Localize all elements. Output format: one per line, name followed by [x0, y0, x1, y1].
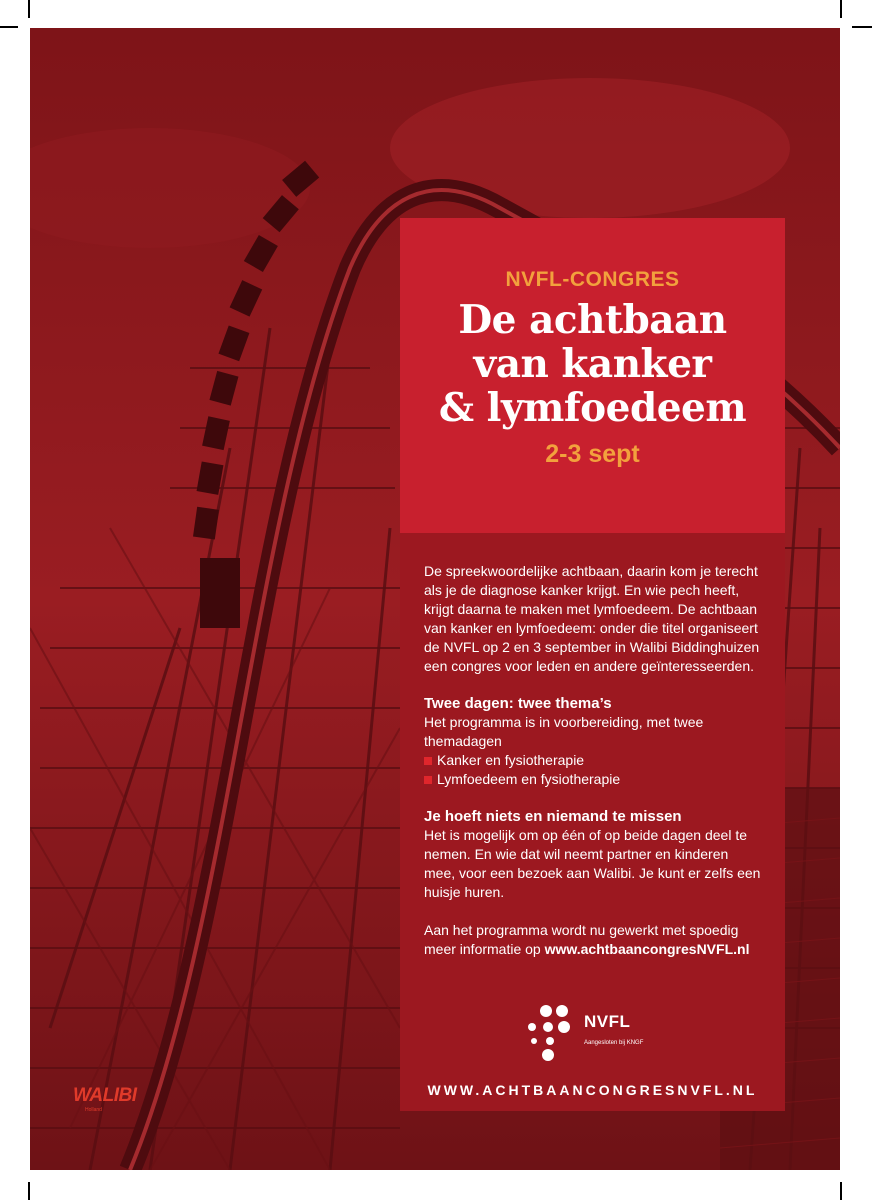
nvfl-logo — [526, 1003, 676, 1063]
body-box — [400, 533, 785, 1111]
section-text: Het is mogelijk om op één of op beide dagen deel te nemen. En wie dat wil neemt partner en kinderen mee, voor een bezoek aan Walibi. Je kunt er zelfs een huisje huren. — [424, 827, 761, 900]
square-bullet-icon — [424, 776, 432, 784]
footer-url[interactable]: WWW.ACHTBAANCONGRESNVFL.NL — [427, 1082, 758, 1098]
nvfl-dots-logo-icon — [526, 1003, 578, 1063]
list-item-label: Kanker en fysiotherapie — [437, 752, 585, 768]
header-box — [400, 218, 785, 533]
crop-mark — [28, 1182, 30, 1200]
event-title — [400, 298, 785, 430]
event-date: 2-3 sept — [545, 440, 640, 468]
list-item-label: Lymfoedeem en fysiotherapie — [437, 771, 621, 787]
crop-mark — [28, 0, 30, 18]
list-item — [424, 770, 761, 789]
crop-mark — [0, 26, 18, 28]
logo-name: NVFL — [584, 1012, 631, 1031]
section-heading: Je hoeft niets en niemand te missen — [424, 808, 682, 825]
poster — [30, 28, 840, 1170]
walibi-logo-sub: Holland — [85, 1107, 102, 1113]
walibi-logo: WALIBI — [73, 1085, 137, 1106]
outro-text: Aan het programma wordt nu gewerkt met spoedig meer informatie op — [424, 922, 739, 957]
website-link[interactable]: www.achtbaancongresNVFL.nl — [544, 941, 750, 957]
event-kicker: NVFL-CONGRES — [505, 268, 680, 291]
crop-mark — [840, 0, 842, 18]
outro-paragraph — [424, 921, 761, 959]
title-line: De achtbaan — [458, 297, 727, 343]
logo-subtitle: Aangesloten bij KNGF — [584, 1040, 644, 1046]
list-item — [424, 751, 761, 770]
title-line: & lymfoedeem — [438, 385, 747, 431]
square-bullet-icon — [424, 757, 432, 765]
crop-mark — [852, 26, 872, 28]
intro-paragraph: De spreekwoordelijke achtbaan, daarin kom je terecht als je de diagnose kanker krijgt. En wie pech heeft, krijgt daarna te maken met lymfoedeem. De achtbaan van kanker en lymfoedeem: onder die titel organiseert de NVFL op 2 en 3 september in Walibi Biddinghuizen een congres voor leden en andere geïnteresseerden. — [424, 563, 760, 674]
title-line: van kanker — [473, 341, 712, 387]
section-text: Het programma is in voorbereiding, met twee themadagen — [424, 714, 704, 749]
section-heading: Twee dagen: twee thema’s — [424, 695, 612, 712]
crop-mark — [840, 1182, 842, 1200]
